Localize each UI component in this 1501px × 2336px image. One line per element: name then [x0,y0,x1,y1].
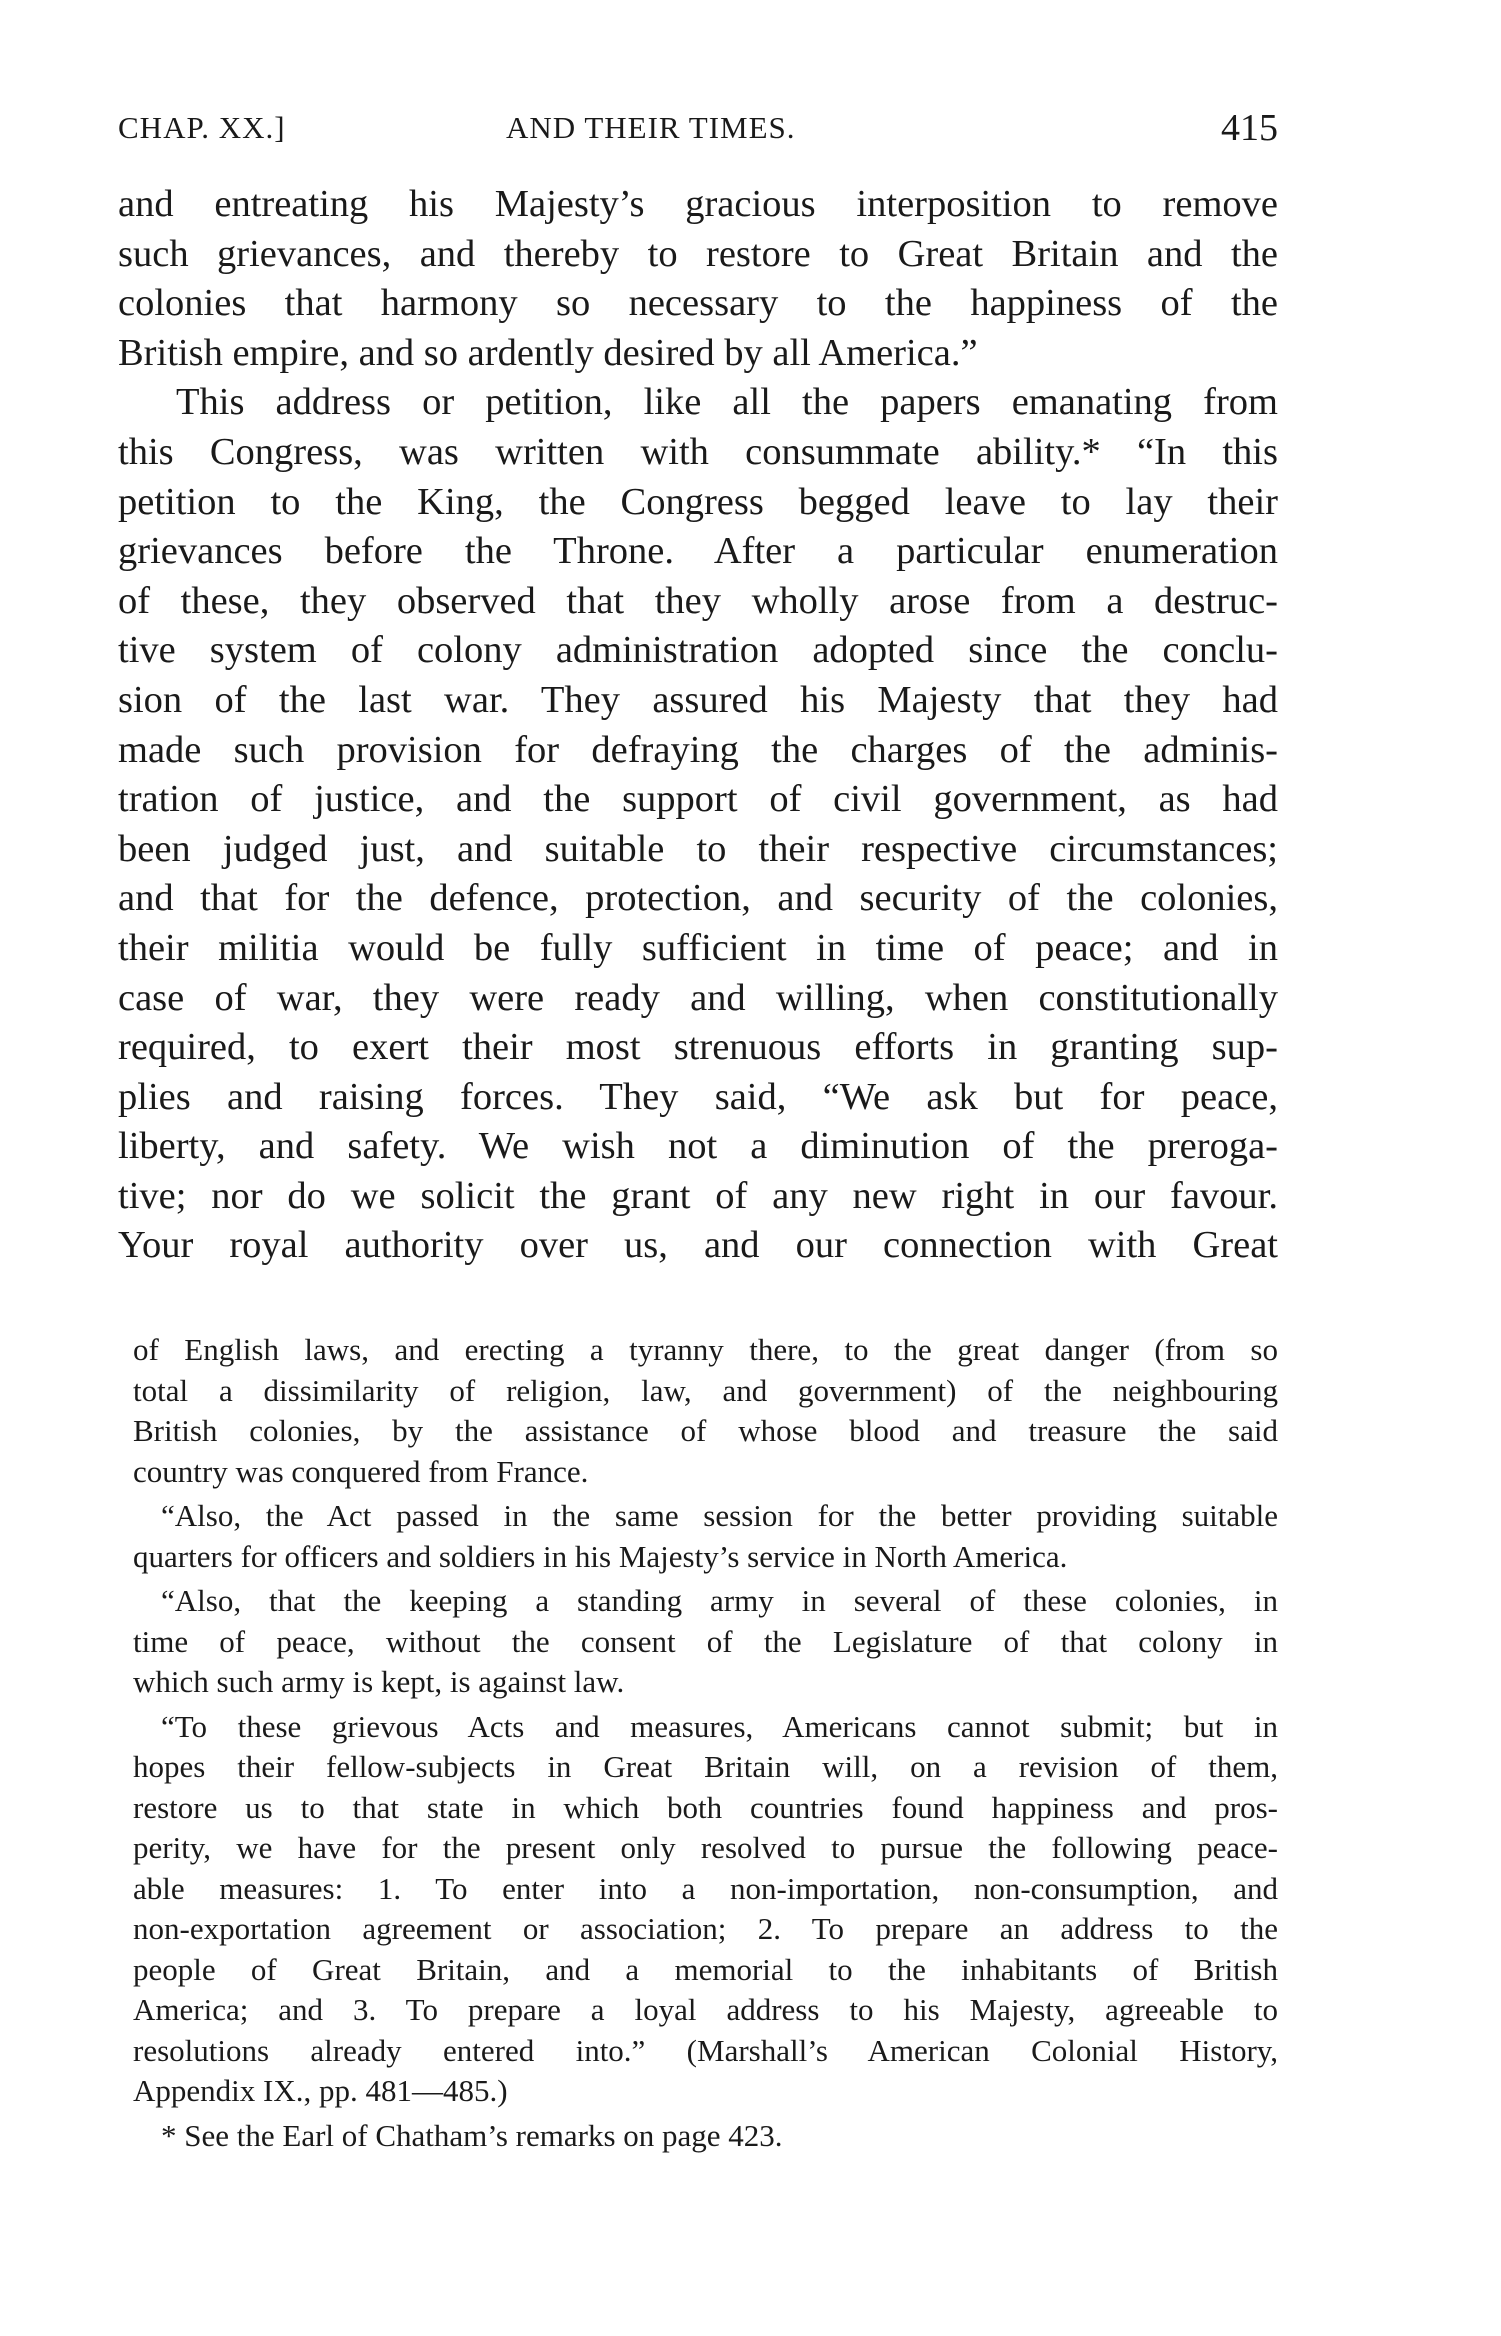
main-text [118,180,1278,1271]
text-line: plies and raising forces. They said, “We ask but for peace, [118,1075,1278,1118]
footnote-line: America; and 3. To prepare a loyal address to his Majesty, agreeable to [133,1992,1278,2027]
text-line: grievances before the Throne. After a particular enumeration [118,530,1278,573]
footnote-line: hopes their fellow-subjects in Great Britain will, on a revision of them, [133,1749,1278,1784]
text-line: of these, they observed that they wholly arose from a destruc- [118,579,1278,622]
text-line: This address or petition, like all the papers emanating from [176,381,1278,424]
footnote-line: “Also, the Act passed in the same session for the better providing suitable [161,1498,1278,1533]
text-line: and entreating his Majesty’s gracious interposition to remove [118,183,1278,225]
text-line: case of war, they were ready and willing, when constitutionally [118,976,1278,1019]
text-line: such grievances, and thereby to restore to Great Britain and the [118,232,1278,275]
footnote-line: restore us to that state in which both countries found happiness and pros- [133,1789,1278,1825]
text-line: been judged just, and suitable to their respective circumstances; [118,827,1278,870]
footnote-line: quarters for officers and soldiers in his Majesty’s service in North America. [133,1538,1068,1574]
footnote-line: of English laws, and erecting a tyranny there, to the great danger (from so [133,1332,1278,1367]
text-line: colonies that harmony so necessary to the happiness of the [118,282,1278,325]
text-line: sion of the last war. They assured his Majesty that they had [118,678,1278,721]
footnote-line: total a dissimilarity of religion, law, and government) of the neighbouring [133,1372,1278,1408]
footnote-line: * See the Earl of Chatham’s remarks on page 423. [161,2117,783,2153]
footnote-line: “To these grievous Acts and measures, Americans cannot submit; but in [161,1708,1278,1744]
text-line: tration of justice, and the support of civil government, as had [118,778,1278,821]
text-line: liberty, and safety. We wish not a diminution of the preroga- [118,1125,1278,1168]
running-header [118,100,1278,160]
footnote-line: non-exportation agreement or association; 2. To prepare an address to the [133,1911,1278,1946]
text-line: Your royal authority over us, and our connection with Great [118,1224,1278,1267]
text-line: required, to exert their most strenuous efforts in granting sup- [118,1026,1278,1069]
footnote-line: country was conquered from France. [133,1453,589,1489]
running-title: AND THEIR TIMES. [506,110,796,145]
footnote-line: resolutions already entered into.” (Marshall’s American Colonial History, [133,2032,1278,2068]
text-line: petition to the King, the Congress begged leave to lay their [118,480,1278,523]
chapter-label: CHAP. XX.] [118,110,286,145]
text-line: tive system of colony administration adopted since the conclu- [118,629,1278,672]
text-line: tive; nor do we solicit the grant of any new right in our favour. [118,1174,1278,1217]
footnotes [133,1330,1278,2156]
text-line: this Congress, was written with consummate ability.* “In this [118,430,1278,473]
footnote-line: which such army is kept, is against law. [133,1664,625,1699]
footnote-line: time of peace, without the consent of the Legislature of that colony in [133,1623,1278,1659]
footnote-line: British colonies, by the assistance of whose blood and treasure the said [133,1413,1278,1448]
footnote-line: perity, we have for the present only resolved to pursue the following peace- [133,1830,1278,1865]
text-line: and that for the defence, protection, and security of the colonies, [118,877,1278,920]
text-line: their militia would be fully sufficient in time of peace; and in [118,926,1278,969]
footnote-line: able measures: 1. To enter into a non-importation, non-consumption, and [133,1870,1278,1906]
footnote-line: “Also, that the keeping a standing army in several of these colonies, in [161,1583,1278,1618]
page-number: 415 [1221,107,1278,149]
footnote-line: people of Great Britain, and a memorial to the inhabitants of British [133,1951,1278,1987]
footnote-line: Appendix IX., pp. 481—485.) [133,2073,508,2108]
text-line: made such provision for defraying the charges of the adminis- [118,728,1278,771]
text-line: British empire, and so ardently desired by all America.” [118,331,978,374]
